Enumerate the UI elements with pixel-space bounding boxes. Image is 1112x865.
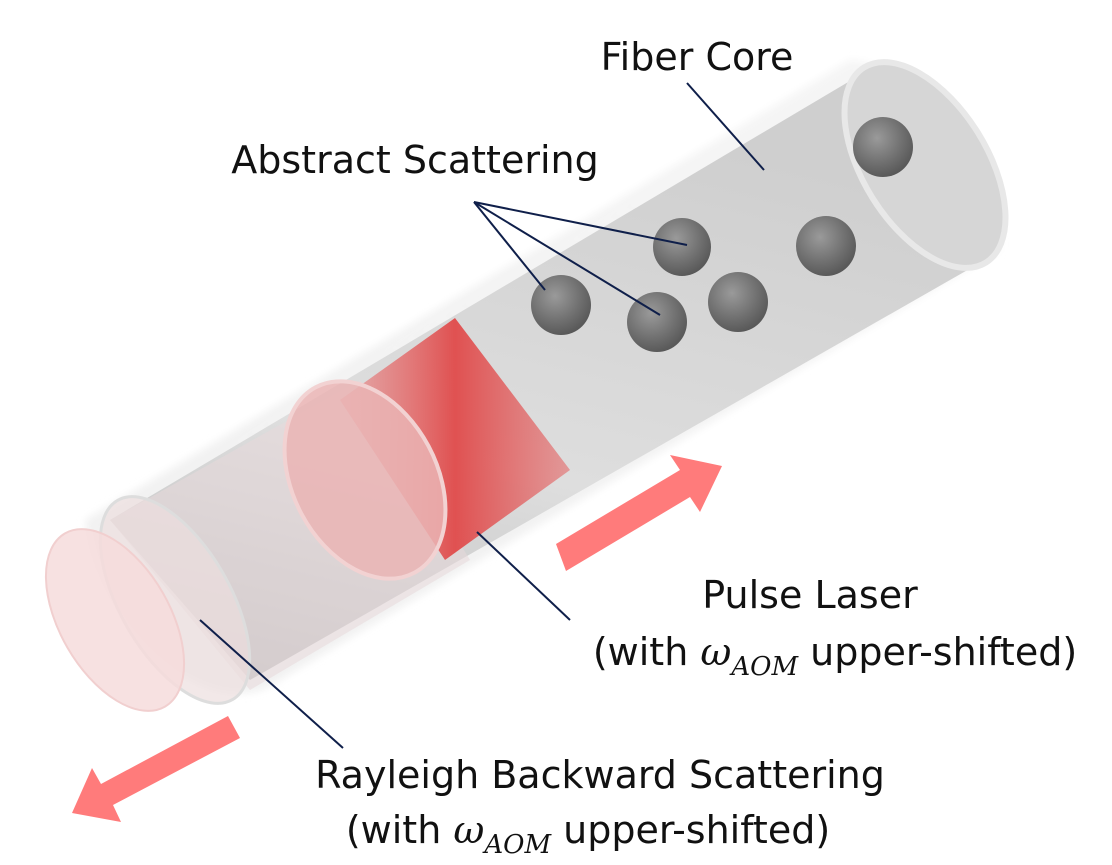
pulse-laser-title: Pulse Laser [702, 573, 918, 617]
rayleigh-subtitle: (with $\omega_{AOM}$ upper-shifted) [345, 808, 831, 860]
scattering-particle [853, 117, 913, 177]
arrow-down-left-icon [72, 716, 240, 822]
abstract-scattering-label: Abstract Scattering [231, 138, 599, 182]
scattering-particle [708, 272, 768, 332]
fiber-core-label: Fiber Core [600, 35, 794, 79]
scattering-particle [653, 218, 711, 276]
rayleigh-title: Rayleigh Backward Scattering [315, 753, 885, 797]
scattering-particle [796, 216, 856, 276]
pulse-laser-subtitle: (with $\omega_{AOM}$ upper-shifted) [592, 630, 1078, 682]
